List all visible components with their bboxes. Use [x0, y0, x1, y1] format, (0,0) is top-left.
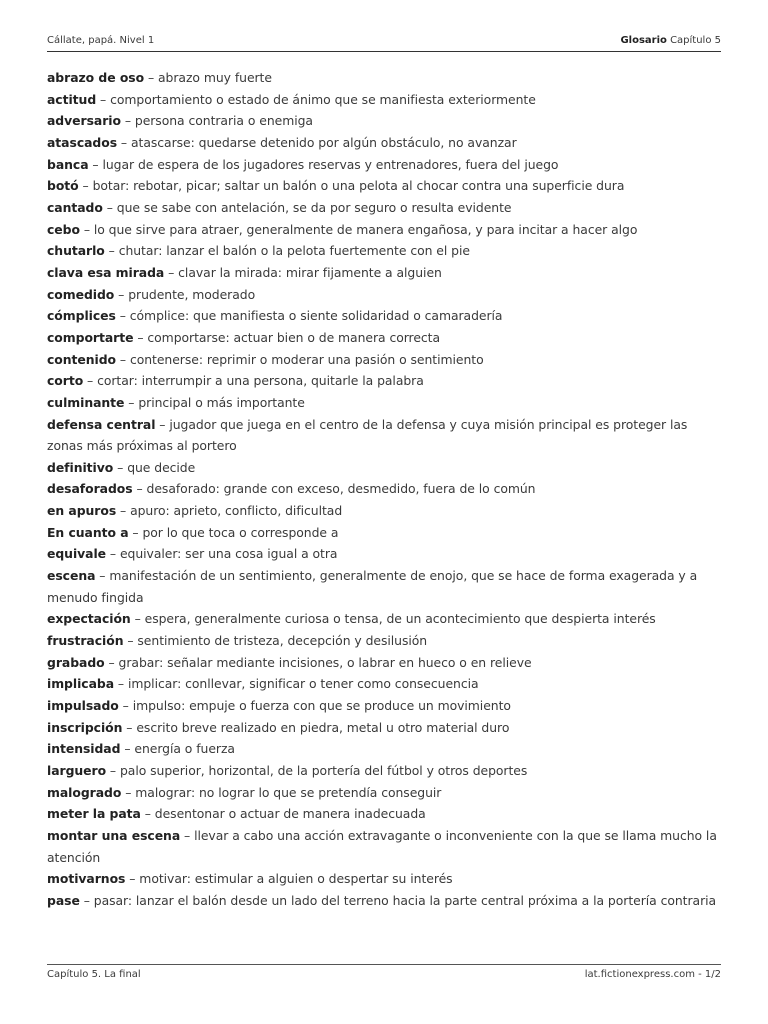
glossary-term: culminante	[47, 394, 125, 410]
glossary-term: montar una escena	[47, 827, 181, 843]
glossary-definition: persona contraria o enemiga	[134, 113, 313, 129]
glossary-separator: –	[104, 243, 119, 259]
glossary-separator: –	[95, 568, 110, 584]
glossary-term: grabado	[47, 654, 105, 670]
glossary-definition: malograr: no lograr lo que se pretendía conseguir	[135, 784, 442, 800]
glossary-definition: cortar: interrumpir a una persona, quitarle la palabra	[97, 373, 424, 389]
glossary-term: impulsado	[47, 698, 119, 714]
glossary-definition: chutar: lanzar el balón o la pelota fuertemente con el pie	[118, 243, 470, 259]
glossary-definition: que se sabe con antelación, se da por seguro o resulta evidente	[116, 199, 512, 215]
glossary-entry	[47, 219, 721, 241]
glossary-separator: –	[128, 524, 143, 540]
footer-chapter: Capítulo 5. La final	[47, 969, 141, 980]
glossary-entry	[47, 175, 721, 197]
glossary-definition: comportarse: actuar bien o de manera correcta	[147, 329, 441, 345]
glossary-term: cantado	[47, 199, 103, 215]
glossary-term: clava esa mirada	[47, 264, 165, 280]
glossary-separator: –	[123, 633, 138, 649]
glossary-entry	[47, 500, 721, 522]
glossary-separator: –	[88, 156, 103, 172]
glossary-term: definitivo	[47, 459, 114, 475]
glossary-definition: sentimiento de tristeza, decepción y desilusión	[137, 633, 428, 649]
page-footer	[47, 964, 721, 985]
glossary-separator: –	[113, 459, 128, 475]
glossary-entry	[47, 89, 721, 111]
glossary-separator: –	[79, 221, 94, 237]
glossary-definition: contenerse: reprimir o moderar una pasión o sentimiento	[129, 351, 484, 367]
glossary-entry	[47, 305, 721, 327]
glossary-definition: impulso: empuje o fuerza con que se produce un movimiento	[132, 698, 511, 714]
glossary-separator: –	[102, 199, 117, 215]
glossary-separator: –	[180, 827, 195, 843]
glossary-entry	[47, 154, 721, 176]
glossary-term: En cuanto a	[47, 524, 129, 540]
glossary-term: botó	[47, 178, 79, 194]
glossary-entry	[47, 392, 721, 414]
glossary-term: implicaba	[47, 676, 115, 692]
glossary-separator: –	[83, 373, 98, 389]
glossary-definition: apuro: aprieto, conflicto, dificultad	[130, 503, 343, 519]
glossary-separator: –	[132, 481, 147, 497]
glossary-entry	[47, 522, 721, 544]
glossary-definition: comportamiento o estado de ánimo que se manifiesta exteriormente	[110, 91, 536, 107]
glossary-entry	[47, 825, 721, 868]
glossary-entry	[47, 608, 721, 630]
glossary-entry	[47, 543, 721, 565]
glossary-separator: –	[104, 654, 119, 670]
glossary-term: comedido	[47, 286, 115, 302]
glossary-entry	[47, 890, 721, 912]
glossary-entry	[47, 565, 721, 608]
glossary-separator: –	[130, 611, 145, 627]
glossary-separator: –	[106, 763, 120, 778]
glossary-definition: que decide	[127, 459, 196, 475]
glossary-definition: lo que sirve para atraer, generalmente de manera engañosa, y para incitar a hacer algo	[93, 221, 638, 237]
glossary-separator: –	[78, 178, 93, 194]
glossary-entry	[47, 370, 721, 392]
glossary-term: corto	[47, 373, 84, 389]
glossary-entry	[47, 457, 721, 479]
glossary-entry	[47, 695, 721, 717]
glossary-separator: –	[125, 871, 140, 887]
glossary-entry	[47, 110, 721, 132]
glossary-entry	[47, 717, 721, 739]
glossary-separator: –	[140, 806, 155, 822]
glossary-entry	[47, 630, 721, 652]
glossary-separator: –	[116, 351, 130, 367]
page-header	[47, 33, 721, 52]
glossary-entry	[47, 327, 721, 349]
glossary-term: atascados	[47, 134, 118, 150]
glossary-entry	[47, 478, 721, 500]
glossary-separator: –	[114, 286, 129, 302]
section-label	[620, 34, 721, 48]
glossary-definition: por lo que toca o corresponde a	[142, 524, 339, 540]
glossary-separator: –	[120, 113, 135, 129]
glossary-definition: desentonar o actuar de manera inadecuada	[154, 806, 426, 822]
glossary-separator: –	[120, 741, 135, 757]
glossary-entry	[47, 197, 721, 219]
glossary-definition: llevar a cabo una acción extravagante o inconveniente con la que se llama mucho la atención	[47, 827, 717, 865]
glossary-term: desaforados	[47, 481, 133, 497]
glossary-entry	[47, 349, 721, 371]
glossary-entry	[47, 67, 721, 89]
glossary-separator: –	[144, 70, 159, 85]
glossary-term: defensa central	[47, 416, 156, 432]
glossary-entry	[47, 760, 721, 782]
glossary-definition: atascarse: quedarse detenido por algún obstáculo, no avanzar	[130, 134, 517, 150]
glossary-definition: cómplice: que manifiesta o siente solidaridad o camaradería	[129, 308, 503, 324]
glossary-term: comportarte	[47, 329, 134, 345]
glossary-entry	[47, 414, 721, 457]
glossary-separator: –	[116, 503, 131, 519]
glossary-term: adversario	[47, 113, 121, 129]
glossary-term: en apuros	[47, 503, 117, 519]
glossary-separator: –	[155, 416, 170, 432]
book-title: Cállate, papá. Nivel 1	[47, 35, 155, 46]
glossary-entry	[47, 132, 721, 154]
glossary-definition: energía o fuerza	[134, 741, 235, 757]
glossary-definition: pasar: lanzar el balón desde un lado del terreno hacia la parte central próxima a la portería contraria	[93, 892, 717, 908]
glossary-definition: jugador que juega en el centro de la defensa y cuya misión principal es proteger las zonas más próximas al portero	[47, 416, 688, 454]
glossary-separator: –	[121, 784, 136, 800]
glossary-term: contenido	[47, 351, 117, 367]
glossary-definition: espera, generalmente curiosa o tensa, de un acontecimiento que despierta interés	[144, 611, 656, 627]
glossary-entry	[47, 803, 721, 825]
glossary-definition: motivar: estimular a alguien o despertar su interés	[139, 871, 453, 887]
glossary-definition: palo superior, horizontal, de la portería del fútbol y otros deportes	[119, 763, 528, 778]
glossary-entry	[47, 738, 721, 760]
glossary-term: malogrado	[47, 784, 122, 800]
glossary-definition: botar: rebotar, picar; saltar un balón o una pelota al chocar contra una superficie dura	[92, 178, 625, 194]
glossary-separator: –	[114, 676, 128, 692]
glossary-separator: –	[115, 308, 130, 324]
glossary-definition: equivaler: ser una cosa igual a otra	[119, 546, 338, 562]
glossary-term: equivale	[47, 546, 107, 562]
glossary-entry	[47, 652, 721, 674]
glossary-definition: lugar de espera de los jugadores reservas y entrenadores, fuera del juego	[102, 156, 559, 172]
glossary-separator: –	[96, 91, 111, 107]
glossary-term: abrazo de oso	[47, 70, 145, 85]
glossary-entry	[47, 868, 721, 890]
glossary-term: cómplices	[47, 308, 116, 324]
glossary-definition: abrazo muy fuerte	[158, 70, 272, 85]
glossary-entry	[47, 673, 721, 695]
glossary-list	[47, 67, 721, 912]
glossary-term: intensidad	[47, 741, 121, 757]
glossary-separator: –	[124, 394, 139, 410]
glossary-term: chutarlo	[47, 243, 105, 259]
glossary-separator: –	[106, 546, 120, 562]
glossary-definition: implicar: conllevar, significar o tener como consecuencia	[127, 676, 479, 692]
glossary-term: pase	[47, 892, 80, 908]
glossary-separator: –	[164, 264, 179, 280]
glossary-term: escena	[47, 568, 96, 584]
footer-site-page: lat.fictionexpress.com - 1/2	[584, 969, 721, 980]
glossary-term: meter la pata	[47, 806, 141, 822]
glossary-term: expectación	[47, 611, 131, 627]
glossary-entry	[47, 262, 721, 284]
glossary-separator: –	[117, 134, 131, 150]
glossary-term: cebo	[47, 221, 80, 237]
glossary-term: larguero	[47, 763, 107, 778]
glossary-term: inscripción	[47, 719, 123, 735]
glossary-separator: –	[133, 329, 148, 345]
glossary-definition: escrito breve realizado en piedra, metal u otro material duro	[136, 719, 510, 735]
glossary-definition: grabar: señalar mediante incisiones, o labrar en hueco o en relieve	[118, 654, 532, 670]
glossary-entry	[47, 782, 721, 804]
glossary-term: banca	[47, 156, 89, 172]
glossary-separator: –	[122, 719, 137, 735]
glossary-definition: manifestación de un sentimiento, generalmente de enojo, que se hace de forma exagerada y a menudo fingida	[47, 568, 698, 605]
glossary-separator: –	[118, 698, 133, 714]
glossary-entry	[47, 240, 721, 262]
section-label-chapter: Capítulo 5	[670, 35, 721, 46]
glossary-definition: clavar la mirada: mirar fijamente a alguien	[178, 264, 442, 280]
glossary-definition: prudente, moderado	[128, 286, 256, 302]
glossary-separator: –	[79, 892, 94, 908]
glossary-definition: principal o más importante	[138, 394, 305, 410]
section-label-bold: Glosario	[620, 35, 667, 46]
glossary-definition: desaforado: grande con exceso, desmedido, fuera de lo común	[146, 481, 536, 497]
glossary-term: actitud	[47, 91, 97, 107]
glossary-entry	[47, 284, 721, 306]
glossary-term: motivarnos	[47, 871, 126, 887]
glossary-term: frustración	[47, 633, 124, 649]
